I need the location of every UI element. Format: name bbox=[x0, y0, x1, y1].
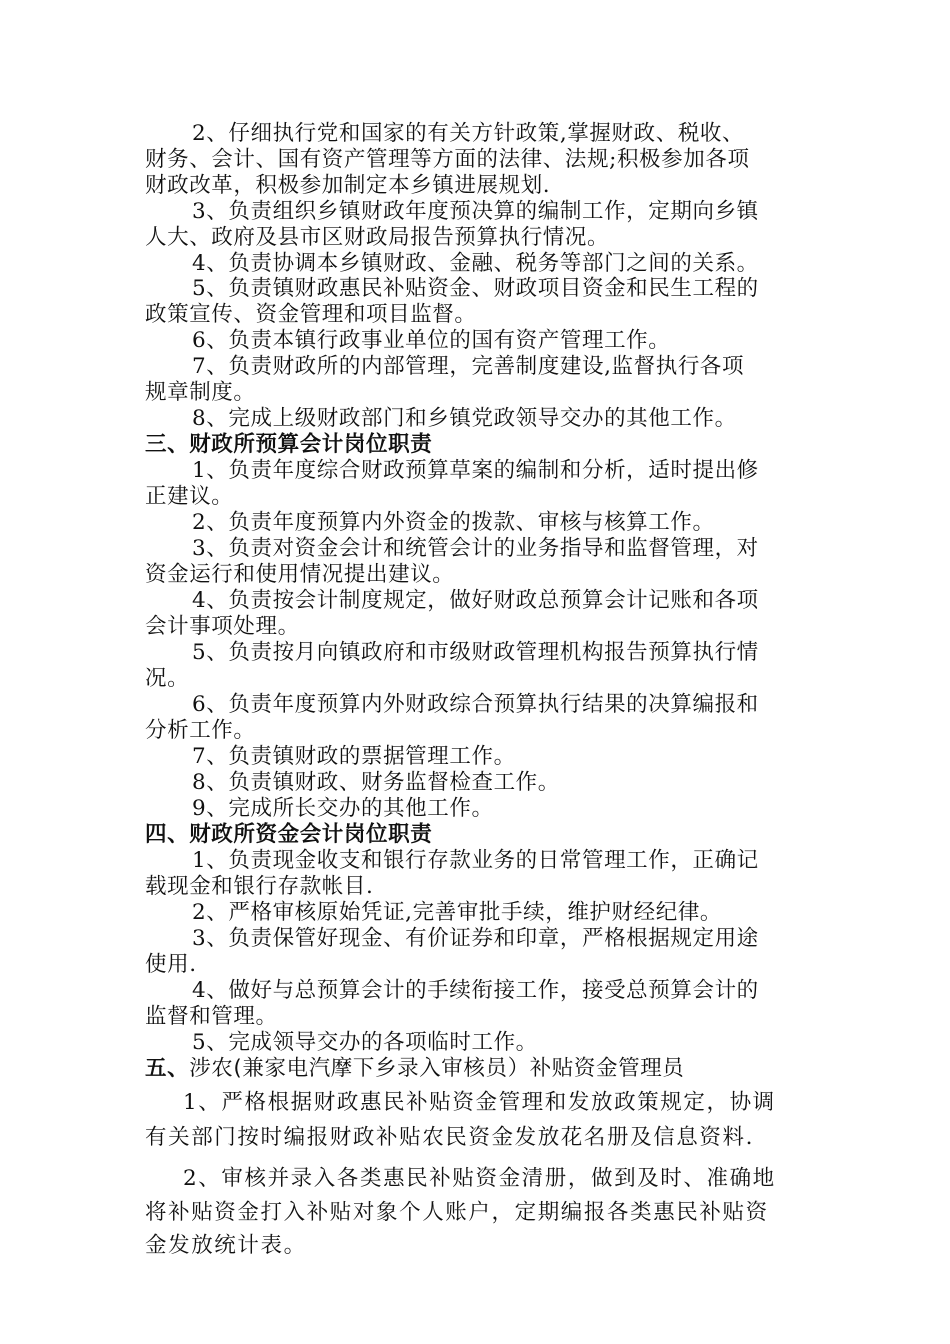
paragraph-line: 7、负责镇财政的票据管理工作。 bbox=[192, 744, 516, 769]
paragraph-line: 3、负责对资金会计和统管会计的业务指导和监督管理，对 bbox=[192, 536, 759, 561]
paragraph-line: 5、完成领导交办的各项临时工作。 bbox=[192, 1030, 538, 1055]
section-heading bbox=[145, 1056, 684, 1082]
paragraph-line: 财政改革，积极参加制定本乡镇进展规划. bbox=[145, 173, 551, 198]
paragraph-line: 资金运行和使用情况提出建议。 bbox=[145, 562, 455, 587]
paragraph-line: 载现金和银行存款帐目. bbox=[145, 874, 374, 899]
paragraph-line: 分析工作。 bbox=[145, 718, 256, 743]
paragraph-line: 7、负责财政所的内部管理，完善制度建设,监督执行各项 bbox=[192, 354, 745, 379]
paragraph-line: 1、严格根据财政惠民补贴资金管理和发放政策规定，协调 bbox=[183, 1090, 776, 1115]
section-heading-number: 五、 bbox=[145, 1056, 190, 1081]
paragraph-line: 将补贴资金打入补贴对象个人账户，定期编报各类惠民补贴资 bbox=[145, 1200, 769, 1225]
paragraph-line: 8、负责镇财政、财务监督检查工作。 bbox=[192, 770, 560, 795]
paragraph-line: 5、负责按月向镇政府和市级财政管理机构报告预算执行情 bbox=[192, 640, 759, 665]
paragraph-line: 监督和管理。 bbox=[145, 1004, 278, 1029]
paragraph-line: 4、负责按会计制度规定，做好财政总预算会计记账和各项 bbox=[192, 588, 759, 613]
paragraph-line: 2、仔细执行党和国家的有关方针政策,掌握财政、税收、 bbox=[192, 121, 745, 146]
paragraph-line: 4、负责协调本乡镇财政、金融、税务等部门之间的关系。 bbox=[192, 251, 759, 276]
paragraph-line: 使用. bbox=[145, 952, 197, 977]
paragraph-line: 2、负责年度预算内外资金的拨款、审核与核算工作。 bbox=[192, 510, 715, 535]
paragraph-line: 3、负责保管好现金、有价证券和印章，严格根据规定用途 bbox=[192, 926, 759, 951]
paragraph-line: 政策宣传、资金管理和项目监督。 bbox=[145, 302, 477, 327]
paragraph-line: 规章制度。 bbox=[145, 380, 256, 405]
paragraph-line: 2、审核并录入各类惠民补贴资金清册，做到及时、准确地 bbox=[183, 1166, 776, 1191]
section-heading: 四、财政所资金会计岗位职责 bbox=[145, 822, 433, 847]
section-heading-title: 涉农(兼家电汽摩下乡录入审核员）补贴资金管理员 bbox=[189, 1056, 685, 1081]
paragraph-line: 况。 bbox=[145, 666, 190, 691]
paragraph-line: 5、负责镇财政惠民补贴资金、财政项目资金和民生工程的 bbox=[192, 276, 759, 301]
paragraph-line: 6、负责年度预算内外财政综合预算执行结果的决算编报和 bbox=[192, 692, 759, 717]
paragraph-line: 1、负责年度综合财政预算草案的编制和分析，适时提出修 bbox=[192, 458, 759, 483]
paragraph-line: 财务、会计、国有资产管理等方面的法律、法规;积极参加各项 bbox=[145, 147, 750, 172]
paragraph-line: 8、完成上级财政部门和乡镇党政领导交办的其他工作。 bbox=[192, 406, 737, 431]
paragraph-line: 9、完成所长交办的其他工作。 bbox=[192, 796, 494, 821]
paragraph-line: 会计事项处理。 bbox=[145, 614, 300, 639]
paragraph-line: 人大、政府及县市区财政局报告预算执行情况。 bbox=[145, 225, 610, 250]
paragraph-line: 2、严格审核原始凭证,完善审批手续，维护财经纪律。 bbox=[192, 900, 723, 925]
paragraph-line: 1、负责现金收支和银行存款业务的日常管理工作，正确记 bbox=[192, 848, 759, 873]
paragraph-line: 有关部门按时编报财政补贴农民资金发放花名册及信息资料. bbox=[145, 1125, 755, 1150]
paragraph-line: 6、负责本镇行政事业单位的国有资产管理工作。 bbox=[192, 328, 671, 353]
paragraph-line: 正建议。 bbox=[145, 484, 234, 509]
paragraph-line: 4、做好与总预算会计的手续衔接工作，接受总预算会计的 bbox=[192, 978, 759, 1003]
paragraph-line: 3、负责组织乡镇财政年度预决算的编制工作，定期向乡镇 bbox=[192, 199, 759, 224]
paragraph-line: 金发放统计表。 bbox=[145, 1233, 307, 1258]
section-heading: 三、财政所预算会计岗位职责 bbox=[145, 432, 433, 457]
